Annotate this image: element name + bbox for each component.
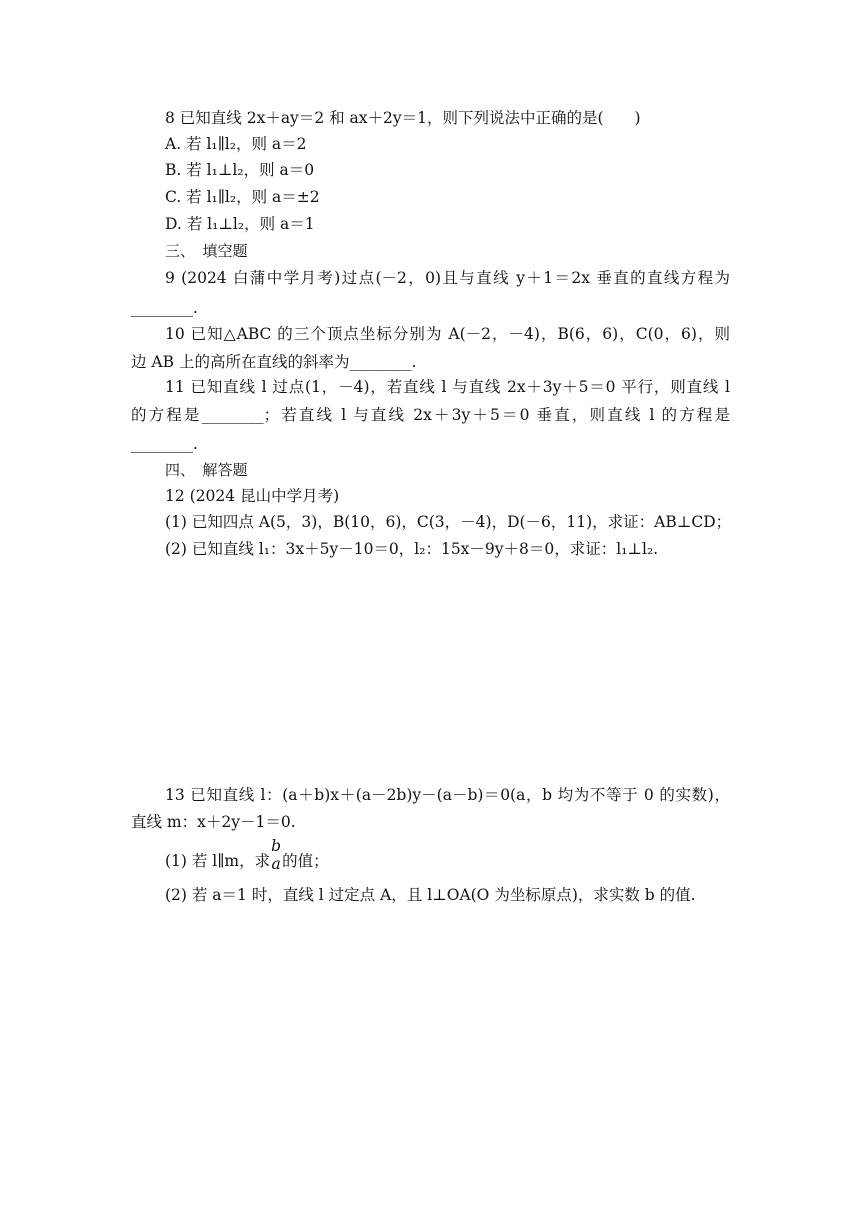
fraction-numerator: b [271, 837, 282, 855]
q13-line-1: 13 已知直线 l：(a＋b)x＋(a－2b)y－(a－b)＝0(a，b 均为不等于 0 的实数)， [165, 786, 730, 804]
q11-line-1: 11 已知直线 l 过点(1，－4)，若直线 l 与直线 2x＋3y＋5＝0 平行，则直线 l [165, 378, 730, 396]
q8-option-d: D. 若 l₁⊥l₂，则 a＝1 [165, 215, 315, 233]
q13-part-1 [165, 838, 329, 878]
q13-part1-prefix: (1) 若 l∥m，求 [165, 852, 271, 870]
q9-line-2: ________. [131, 299, 198, 317]
section-3-heading: 三、 填空题 [165, 242, 248, 260]
fraction [271, 837, 281, 873]
q13-part-2: (2) 若 a＝1 时，直线 l 过定点 A，且 l⊥OA(O 为坐标原点)，求实数 b 的值. [165, 886, 696, 904]
q13-part1-suffix: 的值； [282, 852, 329, 870]
fraction-denominator: a [271, 855, 281, 873]
q8-stem: 8 已知直线 2x＋ay＝2 和 ax＋2y＝1，则下列说法中正确的是( ) [165, 109, 641, 127]
q11-line-3: ________. [131, 435, 198, 453]
q9-line-1: 9 (2024 白蒲中学月考)过点(－2，0)且与直线 y＋1＝2x 垂直的直线方程为 [165, 269, 730, 287]
q8-option-a: A. 若 l₁∥l₂，则 a＝2 [165, 135, 307, 153]
q13-line-2: 直线 m：x＋2y－1＝0. [131, 813, 296, 831]
q8-option-c: C. 若 l₁∥l₂，则 a＝±2 [165, 188, 320, 206]
q12-part-1: (1) 已知四点 A(5，3)，B(10，6)，C(3，－4)，D(－6，11)，求证：AB⊥CD； [165, 513, 732, 531]
section-4-heading: 四、 解答题 [165, 461, 248, 479]
q8-option-b: B. 若 l₁⊥l₂，则 a＝0 [165, 161, 315, 179]
q12-header: 12 (2024 昆山中学月考) [165, 487, 340, 505]
q12-part-2: (2) 已知直线 l₁：3x＋5y－10＝0，l₂：15x－9y＋8＝0，求证：l₁⊥l₂. [165, 540, 659, 558]
q10-line-2: 边 AB 上的高所在直线的斜率为________. [131, 353, 417, 371]
q11-line-2: 的方程是________；若直线 l 与直线 2x＋3y＋5＝0 垂直，则直线 l 的方程是 [131, 406, 730, 424]
q10-line-1: 10 已知△ABC 的三个顶点坐标分别为 A(－2，－4)，B(6，6)，C(0，6)，则 [165, 325, 730, 343]
